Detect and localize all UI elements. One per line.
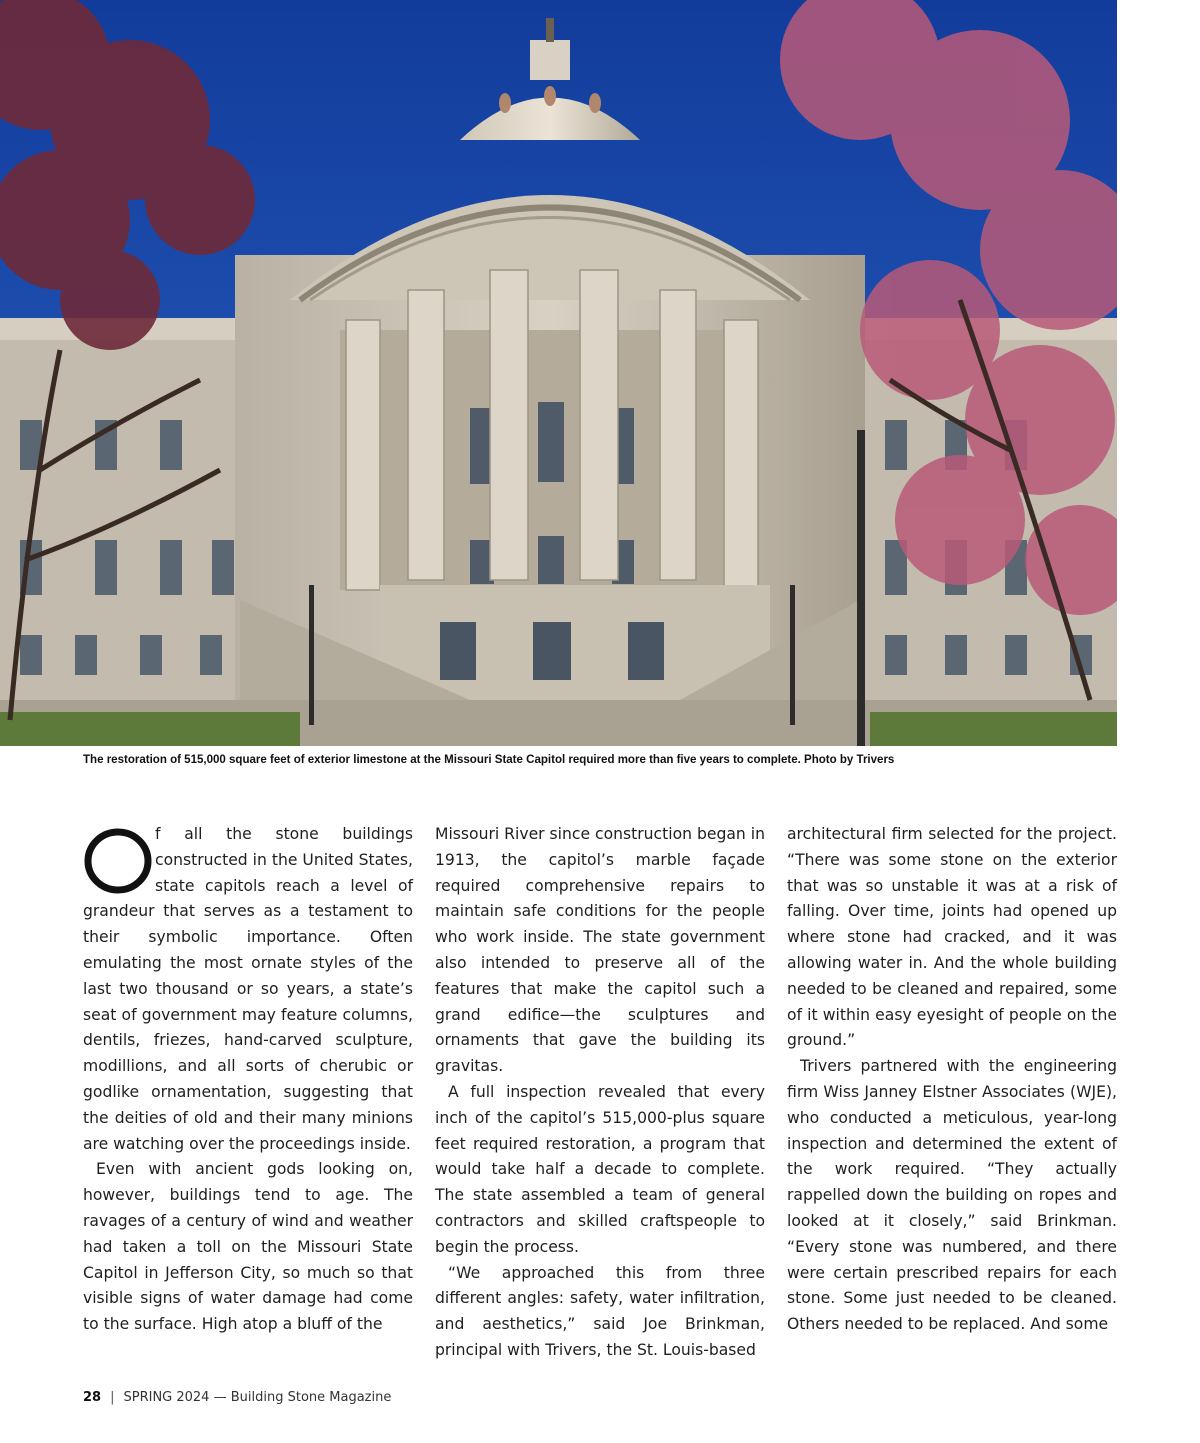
article-column-3 xyxy=(787,822,1117,1338)
capitol-photo xyxy=(0,0,1117,746)
article-paragraph: architectural firm selected for the project. “There was some stone on the exterior that was so unstable it was at a risk of falling. Over time, joints had opened up where stone had cracked, and it was allowing water in. And the whole building needed to be cleaned and repaired, some of it within easy eyesight of people on the ground.” xyxy=(787,825,1117,1050)
page-footer xyxy=(83,1390,391,1405)
photo-caption: The restoration of 515,000 square feet of exterior limestone at the Missouri State Capitol required more than five years to complete. Photo by Trivers xyxy=(83,752,895,766)
article-text: f all the stone buildings constructed in the United States, state capitols reach a level of grandeur that serves as a testament to their symbolic importance. Often emulating the most ornate styles of the last two thousand or so years, a state’s seat of government may feature columns, dentils, friezes, hand-carved sculpture, modillions, and all sorts of cherubic or godlike ornamentation, suggesting that the deities of old and their many minions are watching over the proceedings inside. xyxy=(83,825,413,1153)
article-paragraph: Trivers partnered with the engineering firm Wiss Janney Elstner Associates (WJE), who conducted a meticulous, year-long inspection and determined the extent of the work required. “They actually rappelled down the building on ropes and looked at it closely,” said Brinkman. “Every stone was numbered, and there were certain prescribed repairs for each stone. Some just needed to be cleaned. Others needed to be replaced. And some xyxy=(787,1057,1117,1334)
footer-separator: | xyxy=(110,1390,115,1405)
article-paragraph: Missouri River since construction began in 1913, the capitol’s marble façade required comprehensive repairs to maintain safe conditions for the people who work inside. The state government also intended to preserve all of the features that make the capitol such a grand edifice—the sculptures and ornaments that gave the building its gravitas. xyxy=(435,825,765,1076)
article-column-2 xyxy=(435,822,765,1364)
article-paragraph: A full inspection revealed that every inch of the capitol’s 515,000-plus square feet required restoration, a program that would take half a decade to complete. The state assembled a team of general contractors and skilled craftspeople to begin the process. xyxy=(435,1082,765,1256)
publication-issue: SPRING 2024 — Building Stone Magazine xyxy=(123,1390,392,1405)
article-paragraph: Even with ancient gods looking on, however, buildings tend to age. The ravages of a century of wind and weather had taken a toll on the Missouri State Capitol in Jefferson City, so much so that visible signs of water damage had come to the surface. High atop a bluff of the xyxy=(83,1160,413,1334)
article-column-1 xyxy=(83,822,413,1338)
article-paragraph xyxy=(83,822,413,1157)
page-number: 28 xyxy=(83,1390,102,1405)
article-paragraph: “We approached this from three different angles: safety, water infiltration, and aesthetics,” said Joe Brinkman, principal with Trivers, the St. Louis-based xyxy=(435,1263,765,1359)
drop-cap-letter xyxy=(83,824,153,896)
